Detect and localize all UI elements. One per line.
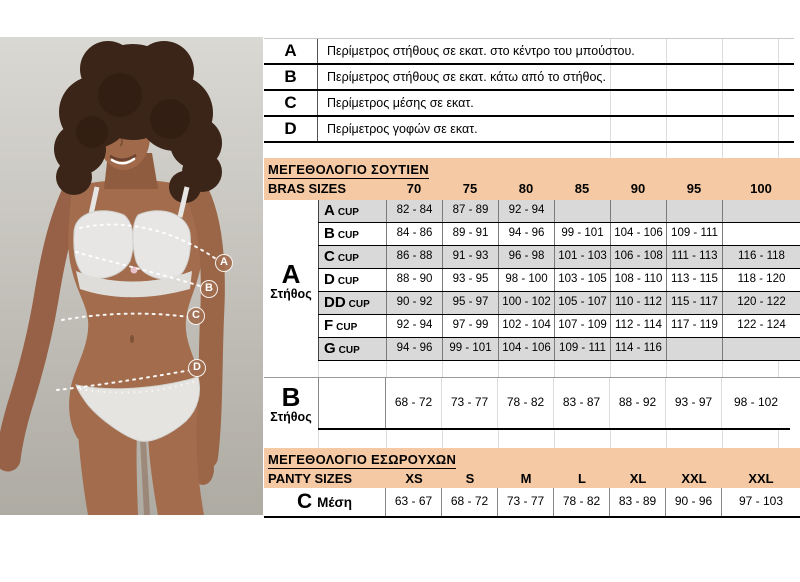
size-range-cell [610,200,666,222]
size-range-cell: 68 - 72 [442,488,498,516]
gridline [442,430,443,448]
size-range-cell: 96 - 98 [498,246,554,268]
size-range-cell: 97 - 99 [442,315,498,337]
size-range-cell: 98 - 100 [498,269,554,291]
section-word: Στήθος [270,410,312,424]
size-range-cell: 100 - 102 [498,292,554,314]
section-letter: C [297,490,313,513]
right-leg [148,433,204,515]
cup-label [318,269,386,291]
cup-row-f [318,315,800,338]
panty-table-title-gr [264,448,800,469]
size-range-cell: 118 - 120 [722,269,800,291]
gridline [666,430,667,448]
panty-size-column-header: XS [405,471,423,486]
guide-letter: A [264,39,318,63]
cup-rows [318,200,800,361]
size-range-cell [722,223,800,245]
size-range-cell [666,338,722,360]
cup-word: CUP [337,207,359,218]
gridline [778,430,779,448]
gridline [554,430,555,448]
panty-size-column-header: XL [629,471,647,486]
size-range-cell: 109 - 111 [666,223,722,245]
cup-label [318,246,386,268]
size-range-cell [722,338,800,360]
gridline [554,361,555,377]
measure-marker-a: A [215,254,233,272]
gridline [442,361,443,377]
guide-row-a [264,39,794,65]
measure-marker-d: D [188,359,206,377]
section-letter: B [281,382,301,412]
size-tables [264,0,800,582]
size-range-cell: 120 - 122 [722,292,800,314]
measuring-guide [264,38,794,143]
panty-size-column-header: XXL [681,471,707,486]
guide-description: Περίμετρος στήθους σε εκατ. κάτω από το στήθος. [327,70,606,84]
panty-size-header-row [264,469,800,490]
panty-title-text: ΜΕΓΕΘΟΛΟΓΙΟ ΕΣΩΡΟΥΧΩΝ [268,452,457,467]
guide-description: Περίμετρος στήθους σε εκατ. στο κέντρο του μπούστου. [327,44,635,58]
cup-label [318,292,386,314]
bra-table-header [264,158,800,200]
size-range-cell: 73 - 77 [498,488,554,516]
size-range-cell: 91 - 93 [442,246,498,268]
cup-row-g [318,338,800,361]
size-range-cell: 63 - 67 [386,488,442,516]
size-range-cell: 103 - 105 [554,269,610,291]
gridline [722,361,723,377]
size-range-cell: 117 - 119 [666,315,722,337]
size-range-cell: 113 - 115 [666,269,722,291]
cup-row-d [318,269,800,292]
bra-table-title-gr [264,158,800,179]
gridline [386,430,387,448]
bust-section-label [264,200,318,361]
size-range-cell: 88 - 90 [386,269,442,291]
size-range-cell [666,200,722,222]
bra-title-text: ΜΕΓΕΘΟΛΟΓΙΟ ΣΟΥΤΙΕΝ [268,162,429,177]
gridline [666,361,667,377]
size-range-cell: 84 - 86 [386,223,442,245]
size-range-cell: 104 - 106 [498,338,554,360]
size-range-cell: 115 - 117 [666,292,722,314]
size-range-cell: 109 - 111 [554,338,610,360]
gridline [610,361,611,377]
size-range-cell: 98 - 102 [733,395,779,409]
bra-size-column-header: 80 [518,181,534,196]
size-range-cell: 104 - 106 [610,223,666,245]
model-photo [0,37,263,515]
guide-row-d [264,117,794,143]
cup-letter: DD [324,294,346,311]
gridline [318,430,319,448]
cup-label [318,315,386,337]
size-range-cell: 93 - 95 [442,269,498,291]
empty-cell [318,378,386,428]
size-range-cell: 106 - 108 [610,246,666,268]
size-range-cell: 112 - 114 [610,315,666,337]
waist-row [264,488,800,518]
size-range-cell: 94 - 96 [498,223,554,245]
size-range-cell: 90 - 92 [386,292,442,314]
gridline [386,361,387,377]
size-range-cell: 88 - 92 [610,378,666,428]
size-range-cell: 83 - 89 [610,488,666,516]
bra-table-title-en: BRAS SIZES [268,181,347,196]
cup-row-a [318,200,800,223]
cup-letter: F [324,317,334,334]
bra-size-column-header: 90 [630,181,646,196]
size-range-cell: 101 - 103 [554,246,610,268]
underbust-section-label [264,378,318,430]
size-range-cell: 105 - 107 [554,292,610,314]
size-range-cell: 92 - 94 [386,315,442,337]
size-range-cell: 116 - 118 [722,246,800,268]
size-range-cell: 95 - 97 [442,292,498,314]
underbust-table [264,377,800,430]
guide-row-b [264,65,794,91]
cup-letter: D [324,271,335,288]
size-range-cell: 107 - 109 [554,315,610,337]
bra-cup-table [264,200,800,361]
cup-word: CUP [337,253,359,264]
cup-word: CUP [337,230,359,241]
size-range-cell: 78 - 82 [554,488,610,516]
size-range-cell [554,200,610,222]
cup-letter: G [324,340,336,357]
size-range-cell: 110 - 112 [610,292,666,314]
guide-letter: D [264,117,318,141]
navel [130,335,134,343]
size-range-cell: 93 - 97 [666,378,722,428]
size-range-cell: 97 - 103 [738,494,784,508]
guide-letter: C [264,91,318,115]
panty-table-header [264,448,800,488]
bra-size-column-header: 100 [750,181,772,196]
bra-size-column-header: 75 [462,181,478,196]
size-range-cell: 82 - 84 [386,200,442,222]
section-letter: A [281,258,301,289]
size-range-cell [722,200,800,222]
gridline [318,361,319,377]
size-range-cell: 90 - 96 [666,488,722,516]
left-leg [78,432,138,515]
measure-marker-b: B [200,280,218,298]
size-range-cell: 86 - 88 [386,246,442,268]
size-range-cell: 68 - 72 [386,378,442,428]
size-range-cell: 99 - 101 [442,338,498,360]
cup-word: CUP [336,322,358,333]
size-range-cell: 114 - 116 [610,338,666,360]
gridline [498,430,499,448]
leg-shadow [143,439,147,515]
panty-size-column-header: XXL [748,471,774,486]
bra-size-column-header: 95 [686,181,702,196]
cup-letter: B [324,225,335,242]
bra-size-column-header: 70 [406,181,422,196]
cup-row-c [318,246,800,269]
panty-size-column-header: S [465,471,475,486]
cup-letter: A [324,202,335,219]
section-word: Στήθος [270,286,312,301]
underbust-values-row [318,378,790,430]
size-range-cell: 122 - 124 [722,315,800,337]
size-range-cell: 111 - 113 [666,246,722,268]
size-range-cell: 78 - 82 [498,378,554,428]
guide-row-c [264,91,794,117]
cup-row-dd [318,292,800,315]
panty-size-column-header: M [520,471,532,486]
panty-size-column-header: L [578,471,586,486]
waist-row-label [264,488,386,516]
size-range-cell: 92 - 94 [498,200,554,222]
bra-size-column-header: 85 [574,181,590,196]
gridline [778,361,779,377]
size-range-cell: 87 - 89 [442,200,498,222]
guide-letter: B [264,65,318,89]
cup-word: CUP [337,276,359,287]
size-range-cell: 83 - 87 [554,378,610,428]
panty-table-title-en: PANTY SIZES [268,471,353,486]
size-range-cell: 99 - 101 [554,223,610,245]
size-range-cell: 73 - 77 [442,378,498,428]
cup-row-b [318,223,800,246]
gridline [498,361,499,377]
cup-letter: C [324,248,335,265]
cup-label [318,223,386,245]
size-range-cell: 89 - 91 [442,223,498,245]
cup-label [318,338,386,360]
gridline [610,430,611,448]
cup-word: CUP [348,299,370,310]
model-illustration [0,37,263,515]
bra-size-header-row [264,179,800,200]
cup-label [318,200,386,222]
size-range-cell: 108 - 110 [610,269,666,291]
size-range-cell: 94 - 96 [386,338,442,360]
measure-marker-c: C [187,307,205,325]
guide-description: Περίμετρος γοφών σε εκατ. [327,122,478,136]
gridline [722,430,723,448]
size-range-cell: 102 - 104 [498,315,554,337]
section-word: Μέση [317,494,352,510]
guide-description: Περίμετρος μέσης σε εκατ. [327,96,474,110]
cup-word: CUP [338,345,360,356]
